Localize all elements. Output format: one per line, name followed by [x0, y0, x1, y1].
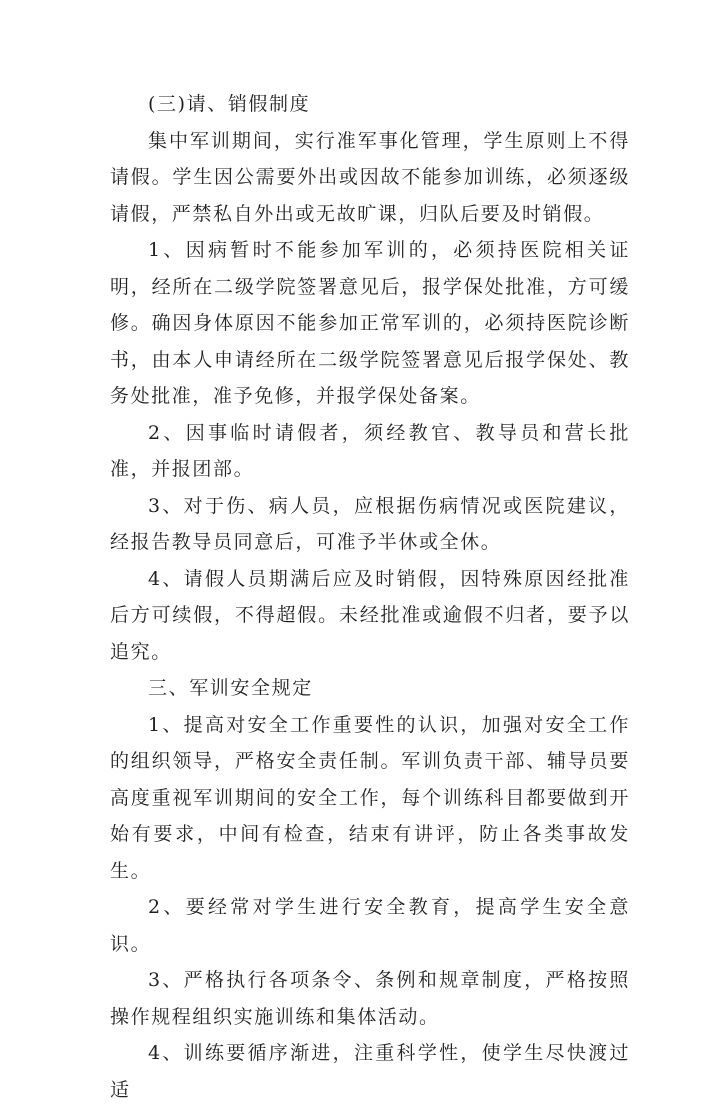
- paragraph-leave-item-4: 4、请假人员期满后应及时销假，因特殊原因经批准后方可续假，不得超假。未经批准或逾假不归者，要予以追究。: [110, 567, 630, 663]
- section-heading-leave-policy: (三)请、销假制度: [148, 93, 311, 115]
- document-body: [110, 86, 630, 1108]
- paragraph-leave-intro: 集中军训期间，实行准军事化管理，学生原则上不得请假。学生因公需要外出或因故不能参加训练，必须逐级请假，严禁私自外出或无故旷课，归队后要及时销假。: [110, 129, 630, 225]
- paragraph-safety-item-2: 2、要经常对学生进行安全教育，提高学生安全意识。: [110, 896, 630, 955]
- paragraph-leave-item-3: 3、对于伤、病人员，应根据伤病情况或医院建议，经报告教导员同意后，可准予半休或全休。: [110, 494, 630, 553]
- paragraph-safety-item-4: 4、训练要循序渐进，注重科学性，使学生尽快渡过适: [110, 1042, 630, 1101]
- paragraph-leave-item-1: 1、因病暂时不能参加军训的，必须持医院相关证明，经所在二级学院签署意见后，报学保处批准，方可缓修。确因身体原因不能参加正常军训的，必须持医院诊断书，由本人申请经所在二级学院签署意见后报学保处、教务处批准，准予免修，并报学保处备案。: [110, 239, 630, 407]
- paragraph-safety-item-3: 3、严格执行各项条令、条例和规章制度，严格按照操作规程组织实施训练和集体活动。: [110, 969, 630, 1028]
- paragraph-leave-item-2: 2、因事临时请假者，须经教官、教导员和营长批准，并报团部。: [110, 421, 630, 480]
- paragraph-safety-item-1: 1、提高对安全工作重要性的认识，加强对安全工作的组织领导，严格安全责任制。军训负责干部、辅导员要高度重视军训期间的安全工作，每个训练科目都要做到开始有要求，中间有检查，结束有讲评，防止各类事故发生。: [110, 713, 630, 882]
- section-heading-safety: 三、军训安全规定: [148, 677, 313, 699]
